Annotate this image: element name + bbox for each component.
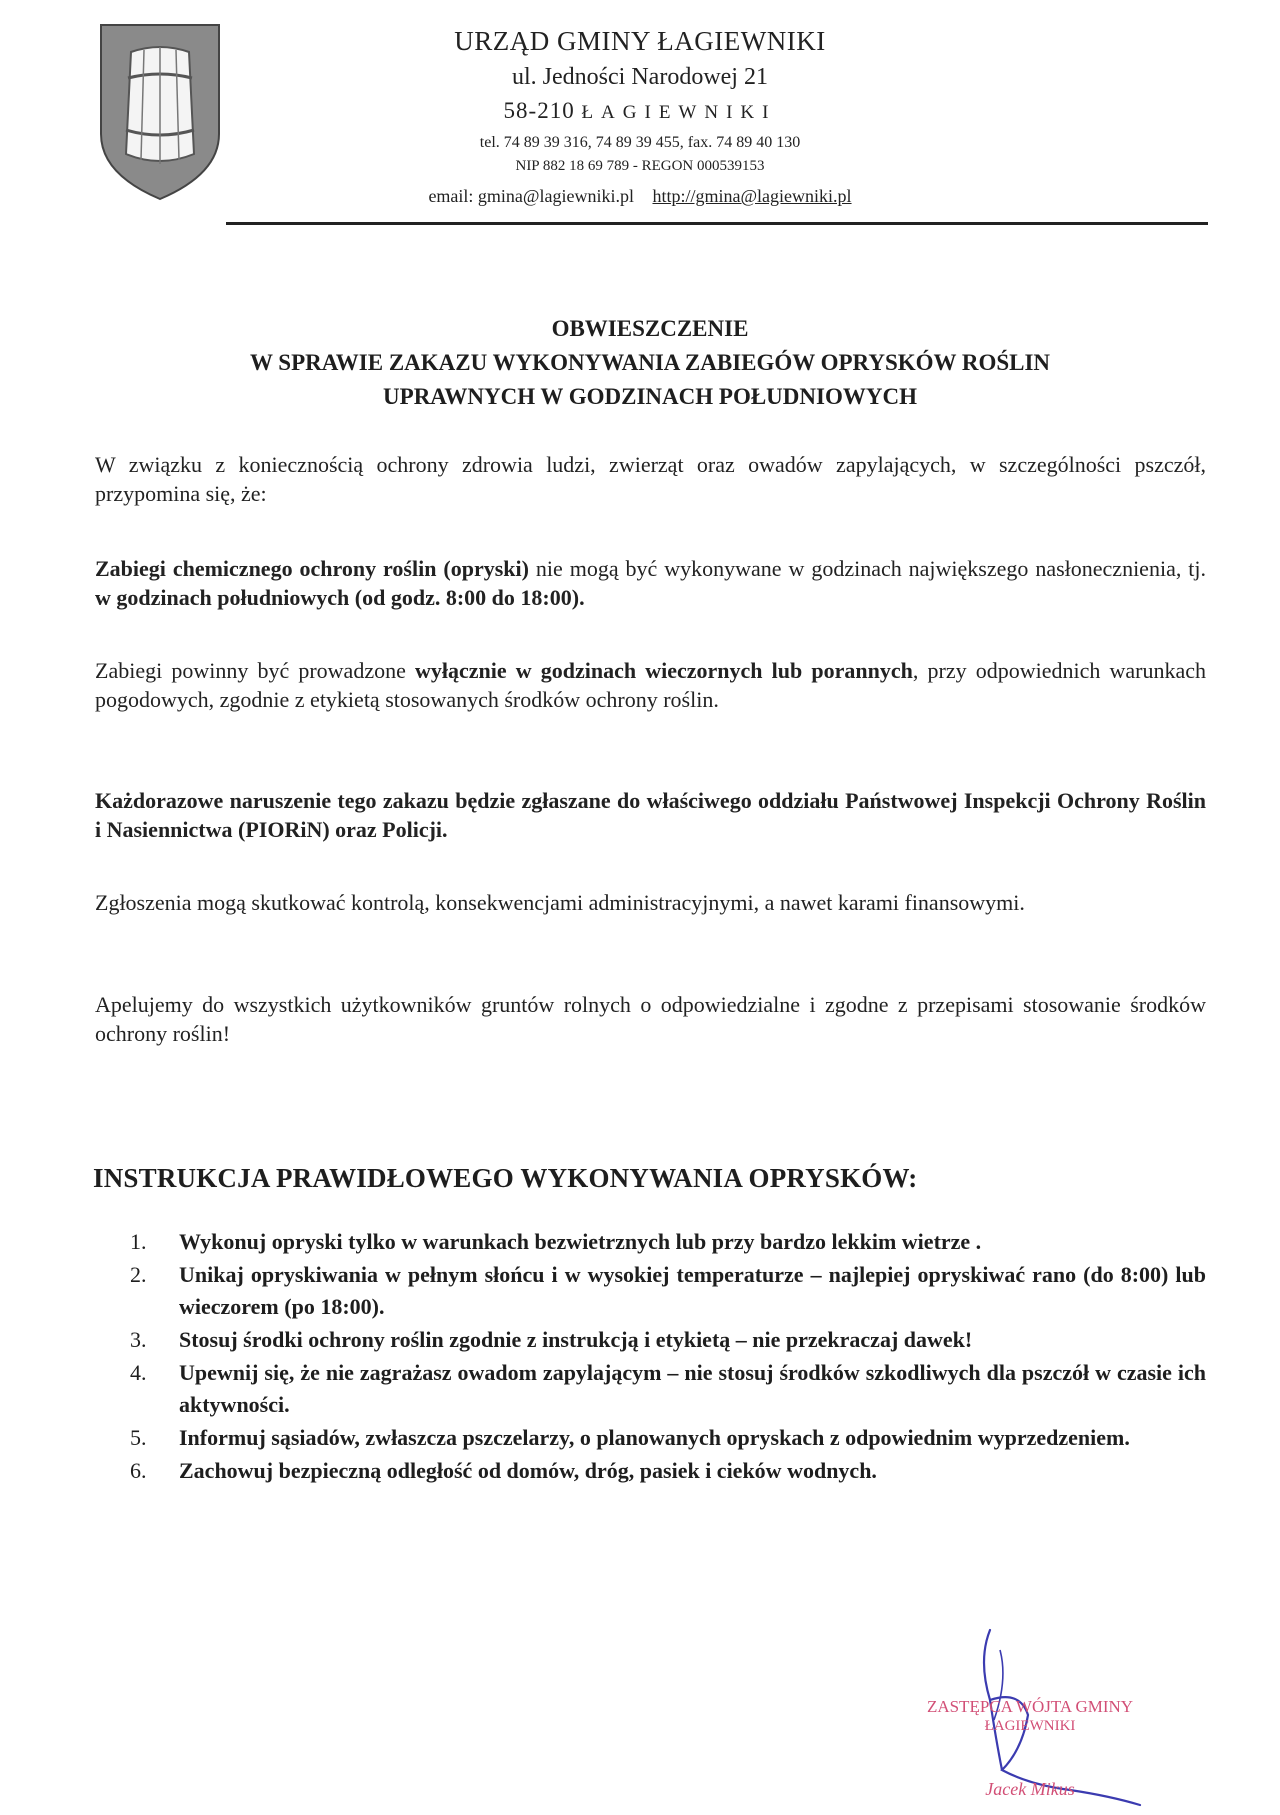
list-item-number: 3. [130, 1327, 147, 1352]
coat-of-arms-logo [98, 22, 222, 202]
list-item [130, 1226, 1206, 1258]
allowed-hours: wyłącznie w godzinach wieczornych lub porannych [414, 658, 913, 683]
list-item-text: Wykonuj opryski tylko w warunkach bezwietrznych lub przy bardzo lekkim wietrze . [179, 1229, 982, 1254]
ban-text: nie mogą być wykonywane w godzinach największego nasłonecznienia, tj. [528, 556, 1206, 581]
list-item [130, 1259, 1206, 1323]
office-tax-ids: NIP 882 18 69 789 - REGON 000539153 [515, 158, 765, 174]
office-name: URZĄD GMINY ŁAGIEWNIKI [454, 26, 826, 56]
notice-title: OBWIESZCZENIE [551, 316, 749, 341]
notice-subtitle-line1: W SPRAWIE ZAKAZU WYKONYWANIA ZABIEGÓW OPRYSKÓW ROŚLIN [249, 350, 1051, 375]
list-item-number: 6. [130, 1458, 147, 1483]
paragraph-ban [95, 554, 1206, 612]
ban-subject: Zabiegi chemicznego ochrony roślin (opryski) [95, 556, 529, 581]
list-item-number: 2. [130, 1262, 147, 1287]
stamp-municipality: ŁAGIEWNIKI [984, 1718, 1076, 1734]
office-contact [320, 186, 960, 207]
allowed-text-end: , przy odpowiednich warunkach pogodowych, zgodnie z etykietą stosowanych środków ochrony roślin. [95, 658, 1206, 712]
office-website-link[interactable]: http://gmina@lagiewniki.pl [652, 186, 852, 206]
stamp-title: ZASTĘPCA WÓJTA GMINY [926, 1697, 1134, 1716]
list-item-number: 4. [130, 1360, 147, 1385]
list-item [130, 1324, 1206, 1356]
paragraph-violation: Każdorazowe naruszenie tego zakazu będzie zgłaszane do właściwego oddziału Państwowej Inspekcji Ochrony Roślin i Nasiennictwa (PIORiN) oraz Policji. [95, 788, 1206, 842]
ban-hours: w godzinach południowych (od godz. 8:00 do 18:00). [95, 585, 585, 610]
office-street: ul. Jedności Narodowej 21 [512, 64, 768, 90]
instructions-heading: INSTRUKCJA PRAWIDŁOWEGO WYKONYWANIA OPRYSKÓW: [93, 1163, 918, 1193]
city-name: ŁAGIEWNIKI [581, 102, 777, 123]
list-item [130, 1422, 1206, 1454]
list-item-text: Informuj sąsiadów, zwłaszcza pszczelarzy, o planowanych opryskach z odpowiednim wyprzedzeniem. [179, 1425, 1130, 1450]
list-item-text: Upewnij się, że nie zagrażasz owadom zapylającym – nie stosuj środków szkodliwych dla pszczół w czasie ich aktywności. [179, 1360, 1206, 1417]
list-item-number: 5. [130, 1425, 147, 1450]
list-item-number: 1. [130, 1229, 147, 1254]
paragraph-intro: W związku z koniecznością ochrony zdrowia ludzi, zwierząt oraz owadów zapylających, w szczególności pszczół, przypomina się, że: [95, 452, 1206, 506]
office-phones: tel. 74 89 39 316, 74 89 39 455, fax. 74 89 40 130 [479, 134, 801, 151]
paragraph-consequences: Zgłoszenia mogą skutkować kontrolą, konsekwencjami administracyjnymi, a nawet karami finansowymi. [95, 890, 1025, 915]
list-item-text: Zachowuj bezpieczną odległość od domów, dróg, pasiek i cieków wodnych. [179, 1458, 877, 1483]
office-city-line [320, 98, 960, 124]
instructions-list [130, 1226, 1206, 1488]
list-item-text: Unikaj opryskiwania w pełnym słońcu i w wysokiej temperaturze – najlepiej opryskiwać rano (do 8:00) lub wieczorem (po 18:00). [179, 1262, 1206, 1319]
postal-code: 58-210 [503, 98, 575, 123]
paragraph-allowed-times [95, 656, 1206, 714]
letterhead-divider [226, 222, 1208, 225]
stamp-signatory-name: Jacek Mikus [985, 1779, 1075, 1799]
allowed-text-start: Zabiegi powinny być prowadzone [95, 658, 415, 683]
office-email: email: gmina@lagiewniki.pl [428, 186, 634, 206]
paragraph-appeal: Apelujemy do wszystkich użytkowników gruntów rolnych o odpowiedzialne i zgodne z przepisami stosowanie środków ochrony roślin! [95, 992, 1206, 1046]
list-item [130, 1455, 1206, 1487]
notice-subtitle-line2: UPRAWNYCH W GODZINACH POŁUDNIOWYCH [383, 384, 917, 409]
list-item [130, 1357, 1206, 1421]
list-item-text: Stosuj środki ochrony roślin zgodnie z instrukcją i etykietą – nie przekraczaj dawek! [179, 1327, 973, 1352]
